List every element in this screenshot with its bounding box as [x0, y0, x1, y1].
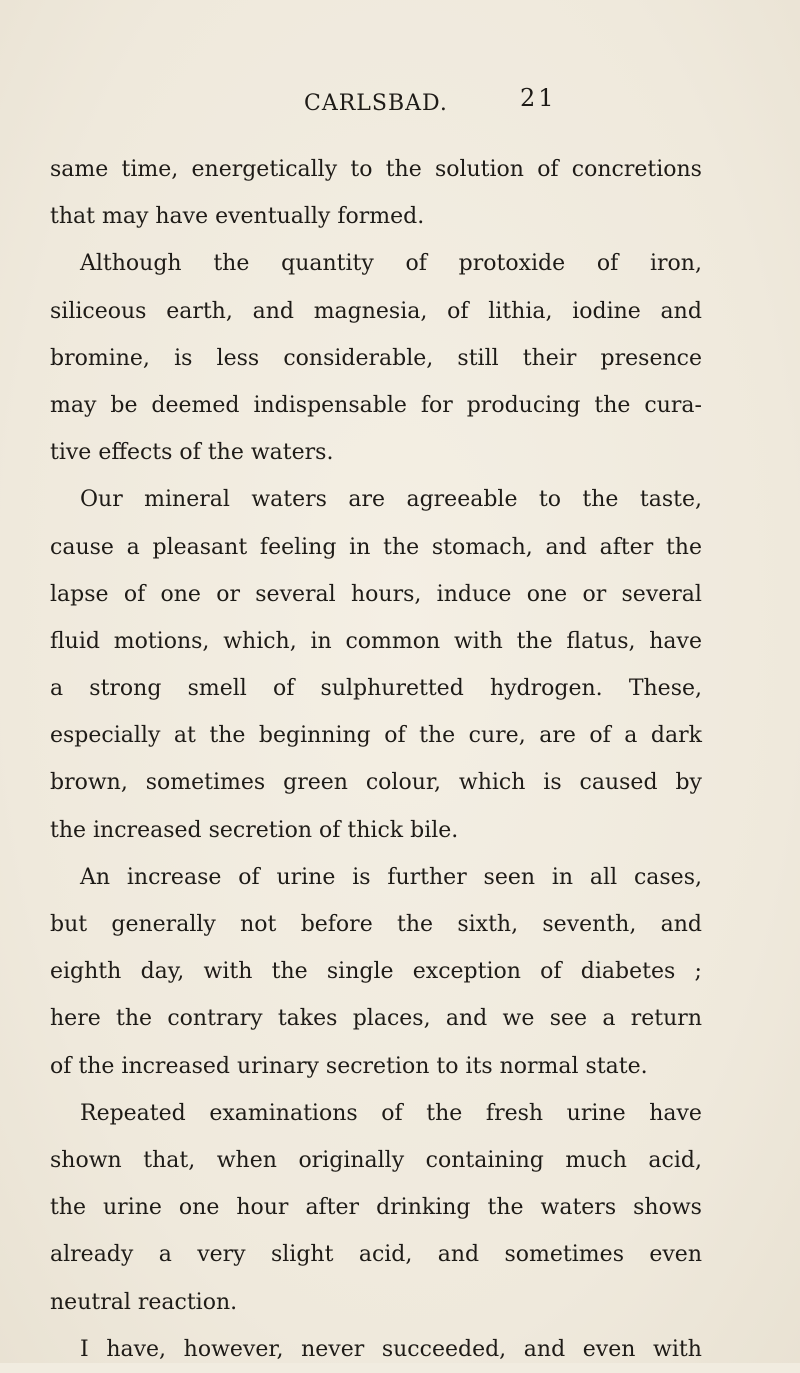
- text-line: siliceous earth, and magnesia, of lithia, iodine and: [50, 298, 702, 324]
- text-line: bromine, is less considerable, still their presence: [50, 345, 702, 371]
- text-line: eighth day, with the single exception of diabetes ;: [50, 959, 702, 985]
- page-number: 21: [520, 84, 557, 112]
- text-line: the urine one hour after drinking the waters shows: [50, 1195, 702, 1221]
- text-line: fluid motions, which, in common with the flatus, have: [50, 628, 702, 654]
- text-line: already a very slight acid, and sometimes even: [50, 1242, 702, 1268]
- text-line: An increase of urine is further seen in all cases,: [80, 864, 702, 890]
- text-line: brown, sometimes green colour, which is caused by: [50, 770, 702, 796]
- text-line: cause a pleasant feeling in the stomach, and after the: [50, 534, 702, 560]
- running-title: CARLSBAD.: [304, 91, 448, 116]
- text-line: that may have eventually formed.: [50, 204, 425, 230]
- text-line: Repeated examinations of the fresh urine have: [80, 1100, 702, 1126]
- text-line: same time, energetically to the solution of concretions: [50, 157, 702, 182]
- body-text: [50, 146, 702, 1373]
- text-line: especially at the beginning of the cure, are of a dark: [50, 723, 702, 749]
- text-line: I have, however, never succeeded, and even with: [80, 1336, 702, 1362]
- text-line: neutral reaction.: [50, 1289, 238, 1315]
- text-line: tive effects of the waters.: [50, 440, 334, 466]
- text-line: may be deemed indispensable for producing the cura-: [50, 392, 702, 418]
- text-line: the increased secretion of thick bile.: [50, 817, 459, 843]
- text-line: Our mineral waters are agreeable to the taste,: [80, 487, 702, 513]
- text-line: Although the quantity of protoxide of iron,: [80, 251, 702, 277]
- running-head: [0, 84, 800, 120]
- text-line: but generally not before the sixth, seventh, and: [50, 912, 702, 937]
- text-line: shown that, when originally containing much acid,: [50, 1147, 702, 1173]
- text-line: a strong smell of sulphuretted hydrogen. These,: [50, 676, 702, 702]
- text-line: lapse of one or several hours, induce one or several: [50, 581, 702, 607]
- text-line: here the contrary takes places, and we see a return: [50, 1006, 702, 1032]
- text-line: of the increased urinary secretion to its normal state.: [50, 1053, 648, 1079]
